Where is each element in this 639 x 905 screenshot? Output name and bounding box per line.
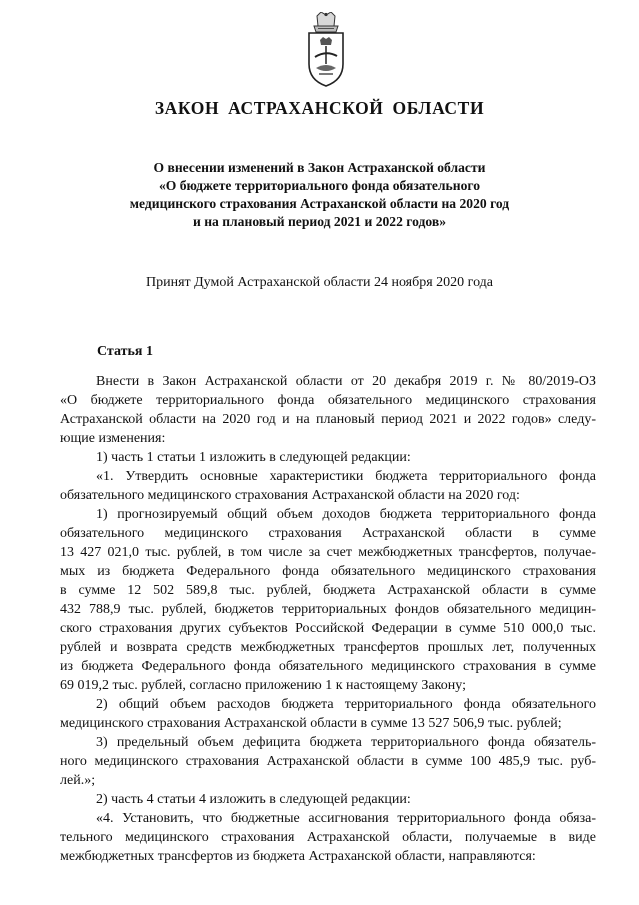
- subtitle-line: О внесении изменений в Закон Астраханской области: [153, 160, 486, 175]
- article-heading: Статья 1: [97, 344, 153, 359]
- coat-of-arms-emblem: [303, 12, 349, 88]
- body-line: 2) часть 4 статьи 4 изложить в следующей редакции:: [96, 792, 411, 807]
- body-line: 2) общий объем расходов бюджета территориального фонда обязательного: [96, 697, 596, 712]
- body-line: в сумме 12 502 589,8 тыс. рублей, бюджета Астраханской области в сумме: [60, 583, 596, 598]
- adoption-note: Принят Думой Астраханской области 24 ноября 2020 года: [145, 275, 494, 290]
- body-line: лей.»;: [60, 773, 96, 788]
- law-subtitle: [60, 159, 579, 231]
- body-line: 1) прогнозируемый общий объем доходов бюджета территориального фонда: [96, 507, 596, 522]
- body-line: «1. Утвердить основные характеристики бюджета территориального фонда: [96, 469, 596, 484]
- body-line: тельного медицинского страхования Астраханской области, получаемые в виде: [60, 830, 596, 845]
- body-line: 432 788,9 тыс. рублей, бюджетов территориальных фондов обязательного медицин-: [60, 602, 596, 617]
- body-line: ского страхования других субъектов Российской Федерации в сумме 510 000,0 тыс.: [60, 621, 596, 636]
- body-line: Астраханской области на 2020 год и на плановый период 2021 и 2022 годов» следу-: [60, 412, 596, 427]
- article-body: [60, 372, 596, 866]
- body-line: ющие изменения:: [60, 431, 166, 446]
- subtitle-line: медицинского страхования Астраханской области на 2020 год: [129, 196, 510, 211]
- body-line: «4. Установить, что бюджетные ассигнования территориального фонда обяза-: [96, 811, 596, 826]
- law-title: ЗАКОН АСТРАХАНСКОЙ ОБЛАСТИ: [154, 98, 485, 118]
- body-line: медицинского страхования Астраханской области в сумме 13 527 506,9 тыс. рублей;: [60, 716, 562, 731]
- body-line: из бюджета Федерального фонда обязательного медицинского страхования в сумме: [60, 659, 596, 674]
- body-line: «О бюджете территориального фонда обязательного медицинского страхования: [60, 393, 596, 408]
- body-line: 3) предельный объем дефицита бюджета территориального фонда обязатель-: [96, 735, 596, 750]
- body-line: обязательного медицинского страхования Астраханской области на 2020 год:: [60, 488, 520, 503]
- body-line: 1) часть 1 статьи 1 изложить в следующей редакции:: [96, 450, 411, 465]
- subtitle-line: «О бюджете территориального фонда обязательного: [158, 178, 481, 193]
- body-line: Внести в Закон Астраханской области от 20 декабря 2019 г. № 80/2019-ОЗ: [96, 374, 596, 389]
- subtitle-line: и на плановый период 2021 и 2022 годов»: [192, 214, 447, 229]
- body-line: 13 427 021,0 тыс. рублей, в том числе за счет межбюджетных трансфертов, получае-: [60, 545, 596, 560]
- body-line: межбюджетных трансфертов из бюджета Астраханской области, направляются:: [60, 849, 536, 864]
- body-line: рублей и возврата средств межбюджетных трансфертов прошлых лет, полученных: [60, 640, 596, 655]
- body-line: ного медицинского страхования Астраханской области в сумме 100 485,9 тыс. руб-: [60, 754, 596, 769]
- body-line: мых из бюджета Федерального фонда обязательного медицинского страхования: [60, 564, 596, 579]
- body-line: 69 019,2 тыс. рублей, согласно приложению 1 к настоящему Закону;: [60, 678, 466, 693]
- body-line: обязательного медицинского страхования Астраханской области в сумме: [60, 526, 596, 541]
